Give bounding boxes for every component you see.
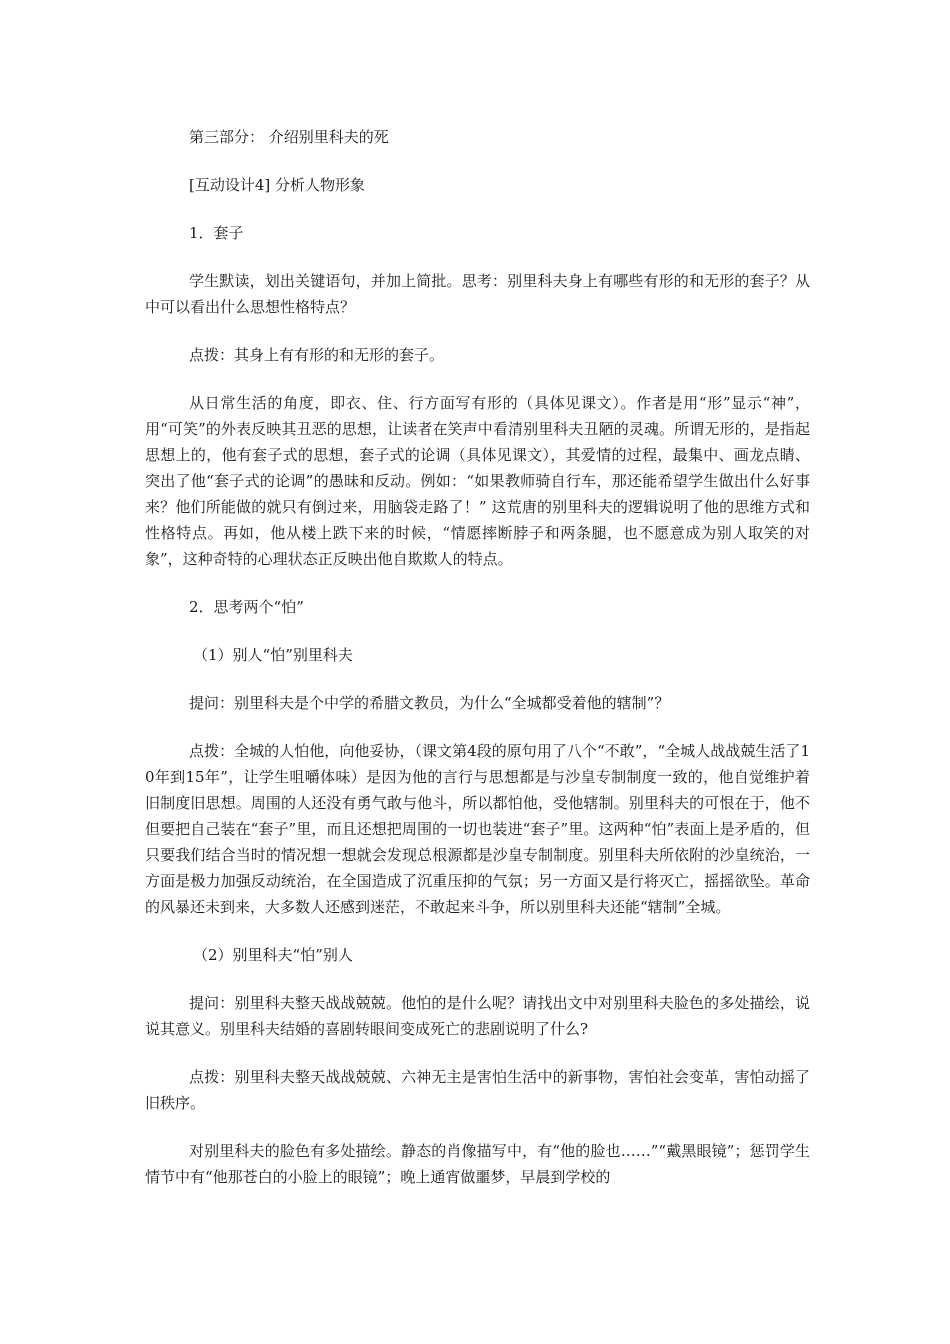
section-heading: 第三部分： 介绍别里科夫的死 [189, 128, 389, 146]
paragraph-hint-1: 点拨：其身上有有形的和无形的套子。 [189, 346, 445, 364]
subheading-fear-1: （1）别人“怕”别里科夫 [193, 646, 353, 664]
subheading-fear-2: （2）别里科夫“怕”别人 [193, 946, 353, 964]
paragraph-question-1: 提问：别里科夫是个中学的希腊文教员，为什么“全城都受着他的辖制”？ [189, 694, 670, 712]
subheading-taozi: 1．套子 [189, 224, 244, 242]
paragraph-hint-2: 点拨：全城的人怕他，向他妥协，（课文第4段的原句用了八个“不敢”，“全城人战战兢生活了10年到15年”，让学生咀嚼体味）是因为他的言行与思想都是与沙皇专制制度一致的，他自觉维护着旧制度旧思想。周围的人还没有勇气敢与他斗，所以都怕他，受他辖制。别里科夫的可恨在于，他不但要把自己装在“套子”里，而且还想把周围的一切也装进“套子”里。这两种“怕”表面上是矛盾的，但只要我们结合当时的情况想一想就会发现总根源都是沙皇专制制度。别里科夫所依附的沙皇统治，一方面是极力加强反动统治，在全国造成了沉重压抑的气氛；另一方面又是行将灭亡，摇摇欲坠。革命的风暴还未到来，大多数人还感到迷茫，不敢起来斗争，所以别里科夫还能“辖制”全城。 [145, 742, 810, 916]
paragraph-face-description: 对别里科夫的脸色有多处描绘。静态的肖像描写中，有“他的脸也……”“戴黑眼镜”；惩罚学生情节中有“他那苍白的小脸上的眼镜”；晚上通宵做噩梦，早晨到学校的 [145, 1142, 810, 1186]
paragraph-hint-3: 点拨：别里科夫整天战战兢兢、六神无主是害怕生活中的新事物，害怕社会变革，害怕动摇了旧秩序。 [145, 1068, 810, 1112]
subheading-two-fears: 2．思考两个“怕” [189, 598, 304, 616]
document-body [145, 124, 810, 1212]
paragraph-task: 学生默读，划出关键语句，并加上简批。思考：别里科夫身上有哪些有形的和无形的套子？从中可以看出什么思想性格特点？ [145, 272, 810, 316]
paragraph-question-2: 提问：别里科夫整天战战兢兢。他怕的是什么呢？请找出文中对别里科夫脸色的多处描绘，说说其意义。别里科夫结婚的喜剧转眼间变成死亡的悲剧说明了什么? [145, 994, 810, 1038]
interactive-design-heading: [互动设计4] 分析人物形象 [189, 176, 366, 194]
paragraph-analysis-1: 从日常生活的角度，即衣、住、行方面写有形的（具体见课文）。作者是用“形”显示“神”，用“可笑”的外表反映其丑恶的思想，让读者在笑声中看清别里科夫丑陋的灵魂。所谓无形的，是指起思想上的，他有套子式的思想，套子式的论调（具体见课文），其爱情的过程，最集中、画龙点睛、突出了他“套子式的论调”的愚昧和反动。例如：“如果教师骑自行车，那还能希望学生做出什么好事来？他们所能做的就只有倒过来，用脑袋走路了！” 这荒唐的别里科夫的逻辑说明了他的思维方式和性格特点。再如，他从楼上跌下来的时候，“情愿摔断脖子和两条腿，也不愿意成为别人取笑的对象”，这种奇特的心理状态正反映出他自欺欺人的特点。 [145, 394, 810, 568]
